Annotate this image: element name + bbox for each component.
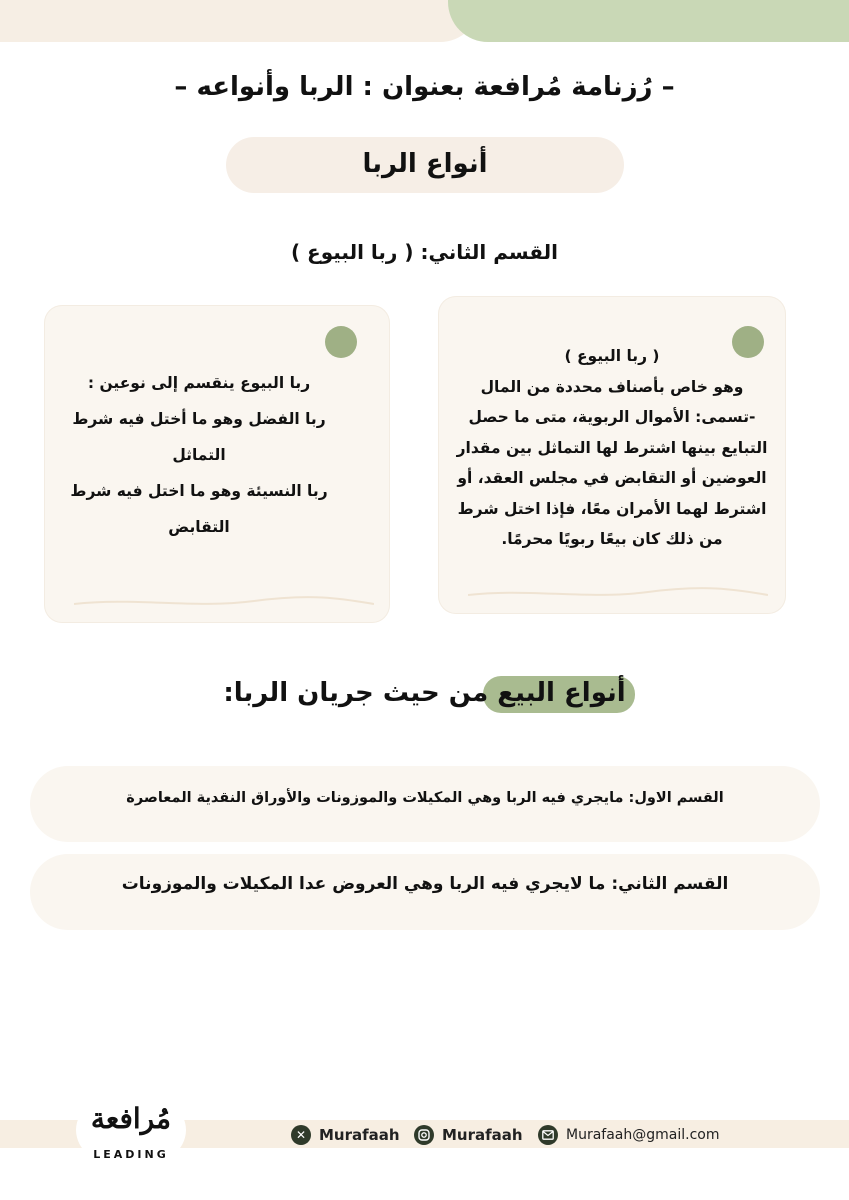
division-row-text: القسم الاول: مايجري فيه الربا وهي المكيلات والموزونات والأوراق النقدية المعاصرة (126, 790, 724, 806)
divisions-line: ربا البيوع ينقسم إلى نوعين : (87, 374, 311, 392)
logo-mark: مُرافعة (90, 1102, 172, 1135)
divisions-line: التقابض (168, 518, 230, 536)
definition-line: التبايع بينها اشترط لها التماثل بين مقدار (456, 438, 768, 457)
instagram-link[interactable] (414, 1124, 523, 1146)
instagram-icon (414, 1125, 434, 1145)
divisions-text (64, 365, 334, 545)
definition-line: العوضين أو التقابض في مجلس العقد، أو (457, 469, 767, 487)
definition-card (438, 296, 786, 614)
division-row-text: القسم الثاني: ما لايجري فيه الربا وهي العروض عدا المكيلات والموزونات (121, 874, 729, 894)
division-row-first (30, 766, 820, 842)
instagram-handle: Murafaah (442, 1126, 523, 1144)
division-row-second (30, 854, 820, 930)
definition-line: من ذلك كان بيعًا ربويًا محرمًا. (501, 530, 723, 548)
section-title: أنواع الربا (362, 149, 488, 179)
definition-line: ( ربا البيوع ) (564, 347, 660, 365)
x-handle: Murafaah (319, 1126, 400, 1144)
divisions-line: ربا الفضل وهو ما أختل فيه شرط (72, 410, 326, 428)
definition-line: اشترط لهما الأمران معًا، فإذا اختل شرط (457, 499, 767, 518)
decorative-wave-icon (468, 586, 768, 600)
definition-line: -تسمى: الأموال الربوية، متى ما حصل (468, 408, 756, 426)
types-heading: أنواع البيع من حيث جريان الربا: (223, 678, 626, 708)
divisions-card (44, 305, 390, 623)
decorative-wave-icon (74, 595, 374, 609)
section-subtitle: القسم الثاني: ( ربا البيوع ) (290, 240, 559, 264)
x-icon: ✕ (291, 1125, 311, 1145)
definition-line: وهو خاص بأصناف محددة من المال (480, 377, 744, 396)
email-address: Murafaah@gmail.com (566, 1127, 720, 1143)
section-title-pill (226, 137, 624, 193)
mail-icon (538, 1125, 558, 1145)
divisions-line: ربا النسيئة وهو ما اختل فيه شرط (70, 482, 328, 500)
brand-logo (76, 1090, 186, 1170)
page-title: – رُزنامة مُرافعة بعنوان : الربا وأنواعه – (174, 72, 675, 102)
top-band-green (448, 0, 849, 42)
top-band-beige (0, 0, 480, 42)
x-link[interactable] (291, 1124, 400, 1146)
logo-word: LEADING (93, 1148, 169, 1161)
bullet-dot-icon (325, 326, 357, 358)
divisions-line: التماثل (172, 446, 226, 464)
types-heading-block (0, 676, 849, 720)
email-link[interactable] (538, 1124, 719, 1146)
definition-text (452, 341, 772, 555)
